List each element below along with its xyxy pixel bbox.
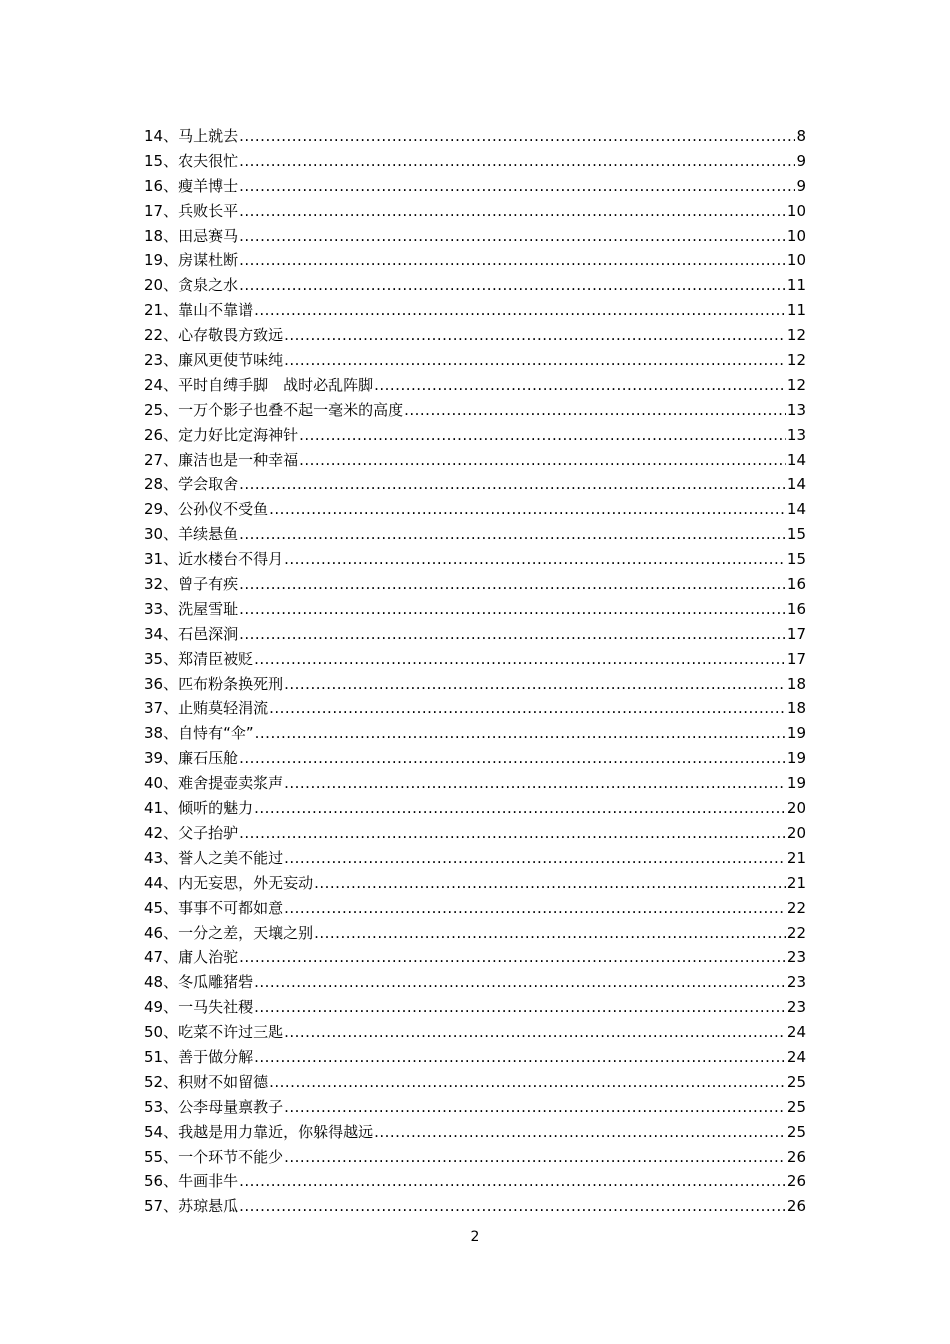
toc-entry-title: 善于做分解	[178, 1047, 254, 1066]
toc-entry-page: 11	[786, 276, 806, 295]
toc-entry[interactable]	[144, 448, 806, 473]
toc-entry-page: 11	[786, 301, 806, 320]
toc-entry[interactable]	[144, 224, 806, 249]
toc-entry-title: 牛画非牛	[178, 1172, 239, 1191]
toc-entry-title: 兵败长平	[178, 201, 239, 220]
toc-entry-page: 18	[786, 699, 806, 718]
toc-dot-leader	[254, 298, 786, 323]
toc-entry-title: 一万个影子也叠不起一毫米的高度	[178, 400, 404, 419]
toc-entry[interactable]	[144, 1070, 806, 1095]
toc-dot-leader	[284, 348, 786, 373]
toc-entry-title: 一马失社稷	[178, 998, 254, 1017]
toc-entry-page: 10	[786, 251, 806, 270]
toc-entry-title: 平时自缚手脚 战时必乱阵脚	[178, 375, 374, 394]
toc-entry-title: 难舍提壶卖浆声	[178, 774, 284, 793]
toc-entry-page: 14	[786, 500, 806, 519]
toc-dot-leader	[374, 373, 786, 398]
toc-entry-title: 积财不如留德	[178, 1072, 269, 1091]
toc-entry-page: 21	[786, 848, 806, 867]
toc-entry-number: 49、	[144, 998, 179, 1017]
toc-entry[interactable]	[144, 522, 806, 547]
toc-entry-number: 42、	[144, 823, 179, 842]
toc-entry-page: 13	[786, 400, 806, 419]
toc-entry[interactable]	[144, 199, 806, 224]
toc-dot-leader	[269, 696, 786, 721]
toc-entry-page: 21	[786, 873, 806, 892]
toc-entry[interactable]	[144, 1020, 806, 1045]
toc-entry-number: 25、	[144, 400, 179, 419]
toc-entry-title: 羊续悬鱼	[178, 525, 239, 544]
toc-entry[interactable]	[144, 696, 806, 721]
toc-entry-page: 26	[786, 1172, 806, 1191]
toc-entry-number: 15、	[144, 151, 179, 170]
toc-entry-number: 18、	[144, 226, 179, 245]
toc-entry[interactable]	[144, 796, 806, 821]
toc-entry[interactable]	[144, 672, 806, 697]
toc-entry[interactable]	[144, 1095, 806, 1120]
toc-entry-title: 靠山不靠谱	[178, 301, 254, 320]
toc-entry-page: 15	[786, 525, 806, 544]
toc-entry[interactable]	[144, 771, 806, 796]
toc-entry[interactable]	[144, 149, 806, 174]
toc-entry-page: 25	[786, 1072, 806, 1091]
toc-entry-title: 农夫很忙	[178, 151, 239, 170]
toc-entry-number: 53、	[144, 1097, 179, 1116]
toc-entry-title: 止贿莫轻涓流	[178, 699, 269, 718]
toc-entry[interactable]	[144, 472, 806, 497]
toc-entry-number: 41、	[144, 799, 179, 818]
toc-entry-page: 9	[796, 151, 806, 170]
toc-dot-leader	[284, 547, 786, 572]
toc-entry[interactable]	[144, 423, 806, 448]
toc-dot-leader	[284, 771, 786, 796]
toc-entry-title: 郑清臣被贬	[178, 649, 254, 668]
toc-entry[interactable]	[144, 921, 806, 946]
toc-entry-title: 父子抬驴	[178, 823, 239, 842]
toc-entry-page: 22	[786, 898, 806, 917]
toc-dot-leader	[299, 423, 786, 448]
toc-entry-title: 冬瓜雕猪砦	[178, 973, 254, 992]
toc-entry-page: 19	[786, 749, 806, 768]
toc-dot-leader	[254, 970, 786, 995]
toc-entry-title: 马上就去	[178, 127, 239, 145]
toc-entry[interactable]	[144, 373, 806, 398]
toc-entry[interactable]	[144, 398, 806, 423]
toc-entry-title: 匹布粉条换死刑	[178, 674, 284, 693]
toc-entry-title: 一个环节不能少	[178, 1147, 284, 1166]
toc-entry[interactable]	[144, 746, 806, 771]
toc-entry[interactable]	[144, 323, 806, 348]
toc-entry[interactable]	[144, 348, 806, 373]
toc-entry[interactable]	[144, 1169, 806, 1194]
toc-entry[interactable]	[144, 871, 806, 896]
toc-entry[interactable]	[144, 821, 806, 846]
toc-entry-number: 38、	[144, 724, 179, 743]
toc-dot-leader	[284, 672, 786, 697]
toc-entry-page: 24	[786, 1047, 806, 1066]
toc-dot-leader	[284, 323, 786, 348]
toc-entry-title: 吃菜不许过三匙	[178, 1023, 284, 1042]
toc-entry-number: 37、	[144, 699, 179, 718]
toc-dot-leader	[239, 1169, 786, 1194]
toc-entry[interactable]	[144, 721, 806, 746]
toc-entry-title: 曾子有疾	[178, 575, 239, 594]
toc-entry-page: 12	[786, 326, 806, 345]
toc-entry[interactable]	[144, 298, 806, 323]
toc-dot-leader	[284, 846, 786, 871]
toc-entry-page: 22	[786, 923, 806, 942]
toc-entry-page: 17	[786, 649, 806, 668]
toc-entry-title: 庸人治驼	[178, 948, 239, 967]
toc-entry-number: 24、	[144, 375, 179, 394]
toc-entry-number: 33、	[144, 599, 179, 618]
toc-entry-page: 13	[786, 425, 806, 444]
toc-entry-number: 26、	[144, 425, 179, 444]
toc-entry-title: 事事不可都如意	[178, 898, 284, 917]
toc-entry[interactable]	[144, 995, 806, 1020]
toc-entry[interactable]	[144, 622, 806, 647]
toc-entry-title: 田忌赛马	[178, 226, 239, 245]
toc-entry-number: 30、	[144, 525, 179, 544]
table-of-contents	[144, 124, 806, 1219]
toc-dot-leader	[269, 1070, 786, 1095]
toc-dot-leader	[254, 647, 786, 672]
toc-entry-number: 21、	[144, 301, 179, 320]
toc-entry-page: 16	[786, 575, 806, 594]
toc-dot-leader	[239, 746, 786, 771]
toc-entry-title: 心存敬畏方致远	[178, 326, 284, 345]
toc-entry-number: 36、	[144, 674, 179, 693]
toc-dot-leader	[284, 1095, 786, 1120]
toc-dot-leader	[314, 871, 786, 896]
toc-entry-page: 19	[786, 774, 806, 793]
toc-entry-title: 洗屋雪耻	[178, 599, 239, 618]
toc-dot-leader	[239, 149, 795, 174]
toc-entry-number: 54、	[144, 1122, 179, 1141]
toc-entry-title: 瘦羊博士	[178, 176, 239, 195]
toc-entry[interactable]	[144, 248, 806, 273]
toc-entry-number: 16、	[144, 176, 179, 195]
toc-dot-leader	[239, 248, 786, 273]
toc-dot-leader	[254, 796, 786, 821]
toc-entry-number: 29、	[144, 500, 179, 519]
toc-entry-page: 10	[786, 226, 806, 245]
toc-entry-page: 14	[786, 475, 806, 494]
toc-entry-number: 14、	[144, 127, 179, 145]
toc-entry-number: 40、	[144, 774, 179, 793]
toc-entry-number: 19、	[144, 251, 179, 270]
toc-dot-leader	[239, 224, 786, 249]
toc-entry-number: 47、	[144, 948, 179, 967]
toc-entry-number: 44、	[144, 873, 179, 892]
toc-entry-number: 51、	[144, 1047, 179, 1066]
toc-entry[interactable]	[144, 846, 806, 871]
toc-entry-title: 廉石压舱	[178, 749, 239, 768]
toc-dot-leader	[374, 1120, 786, 1145]
toc-dot-leader	[239, 273, 786, 298]
toc-entry[interactable]	[144, 945, 806, 970]
toc-dot-leader	[254, 995, 786, 1020]
toc-dot-leader	[239, 572, 786, 597]
toc-dot-leader	[254, 1045, 786, 1070]
toc-entry-title: 苏琼悬瓜	[178, 1197, 239, 1216]
toc-entry[interactable]	[144, 174, 806, 199]
toc-entry-page: 12	[786, 375, 806, 394]
toc-dot-leader	[239, 597, 786, 622]
toc-entry-title: 廉洁也是一种幸福	[178, 450, 299, 469]
toc-entry-title: 石邑深涧	[178, 624, 239, 643]
toc-entry[interactable]	[144, 1194, 806, 1219]
toc-entry-number: 45、	[144, 898, 179, 917]
toc-entry-page: 25	[786, 1097, 806, 1116]
toc-entry-page: 9	[796, 176, 806, 195]
toc-entry-number: 52、	[144, 1072, 179, 1091]
toc-entry-number: 23、	[144, 351, 179, 370]
toc-dot-leader	[239, 945, 786, 970]
toc-dot-leader	[239, 1194, 786, 1219]
toc-entry-page: 12	[786, 351, 806, 370]
toc-entry-page: 26	[786, 1147, 806, 1166]
toc-entry-title: 我越是用力靠近，你躲得越远	[178, 1122, 374, 1141]
toc-entry-number: 46、	[144, 923, 179, 942]
toc-dot-leader	[284, 896, 786, 921]
toc-entry-title: 廉风更使节味纯	[178, 351, 284, 370]
toc-dot-leader	[239, 622, 786, 647]
toc-entry-number: 27、	[144, 450, 179, 469]
toc-dot-leader	[239, 821, 786, 846]
toc-entry-page: 20	[786, 799, 806, 818]
toc-dot-leader	[314, 921, 786, 946]
toc-entry-page: 25	[786, 1122, 806, 1141]
toc-entry-title: 定力好比定海神针	[178, 425, 299, 444]
toc-entry-number: 35、	[144, 649, 179, 668]
toc-entry-title: 贪泉之水	[178, 276, 239, 295]
toc-entry-number: 43、	[144, 848, 179, 867]
toc-dot-leader	[269, 497, 786, 522]
toc-entry-page: 16	[786, 599, 806, 618]
toc-entry-title: 内无妄思，外无妄动	[178, 873, 314, 892]
toc-entry-title: 房谋杜断	[178, 251, 239, 270]
toc-entry-page: 10	[786, 201, 806, 220]
toc-entry[interactable]	[144, 124, 806, 149]
toc-entry[interactable]	[144, 547, 806, 572]
toc-entry-page: 8	[796, 127, 806, 145]
toc-dot-leader	[239, 124, 795, 149]
toc-entry-title: 公孙仪不受鱼	[178, 500, 269, 519]
toc-entry-title: 学会取舍	[178, 475, 239, 494]
toc-entry-number: 22、	[144, 326, 179, 345]
toc-entry-number: 57、	[144, 1197, 179, 1216]
toc-entry-title: 倾听的魅力	[178, 799, 254, 818]
toc-entry-page: 26	[786, 1197, 806, 1216]
toc-entry-title: 誉人之美不能过	[178, 848, 284, 867]
toc-entry-title: 一分之差，天壤之别	[178, 923, 314, 942]
toc-entry[interactable]	[144, 1045, 806, 1070]
toc-entry-page: 24	[786, 1023, 806, 1042]
toc-dot-leader	[404, 398, 786, 423]
toc-entry-title: 近水楼台不得月	[178, 550, 284, 569]
toc-dot-leader	[284, 1145, 786, 1170]
toc-entry[interactable]	[144, 597, 806, 622]
toc-entry-page: 19	[786, 724, 806, 743]
toc-entry-number: 17、	[144, 201, 179, 220]
toc-entry-title: 自恃有“伞”	[178, 724, 254, 743]
toc-entry-number: 34、	[144, 624, 179, 643]
toc-entry-page: 14	[786, 450, 806, 469]
toc-entry[interactable]	[144, 647, 806, 672]
toc-entry-page: 17	[786, 624, 806, 643]
toc-entry-title: 公李母量禀教子	[178, 1097, 284, 1116]
toc-dot-leader	[239, 472, 786, 497]
toc-entry-page: 20	[786, 823, 806, 842]
toc-entry-page: 23	[786, 948, 806, 967]
toc-entry-page: 23	[786, 973, 806, 992]
toc-entry[interactable]	[144, 497, 806, 522]
toc-entry-page: 18	[786, 674, 806, 693]
toc-entry-number: 48、	[144, 973, 179, 992]
toc-entry[interactable]	[144, 1145, 806, 1170]
toc-dot-leader	[255, 721, 786, 746]
toc-dot-leader	[284, 1020, 786, 1045]
toc-dot-leader	[239, 199, 786, 224]
toc-dot-leader	[299, 448, 786, 473]
toc-entry[interactable]	[144, 970, 806, 995]
toc-entry-number: 55、	[144, 1147, 179, 1166]
toc-entry-number: 32、	[144, 575, 179, 594]
toc-entry-number: 28、	[144, 475, 179, 494]
toc-entry[interactable]	[144, 896, 806, 921]
toc-entry[interactable]	[144, 1120, 806, 1145]
toc-entry-number: 20、	[144, 276, 179, 295]
toc-dot-leader	[239, 174, 795, 199]
toc-entry-number: 31、	[144, 550, 179, 569]
toc-entry-number: 56、	[144, 1172, 179, 1191]
toc-entry[interactable]	[144, 572, 806, 597]
toc-entry-number: 39、	[144, 749, 179, 768]
toc-entry-page: 15	[786, 550, 806, 569]
toc-entry-number: 50、	[144, 1023, 179, 1042]
toc-entry-page: 23	[786, 998, 806, 1017]
toc-entry[interactable]	[144, 273, 806, 298]
page-number: 2	[470, 1229, 480, 1245]
toc-dot-leader	[239, 522, 786, 547]
